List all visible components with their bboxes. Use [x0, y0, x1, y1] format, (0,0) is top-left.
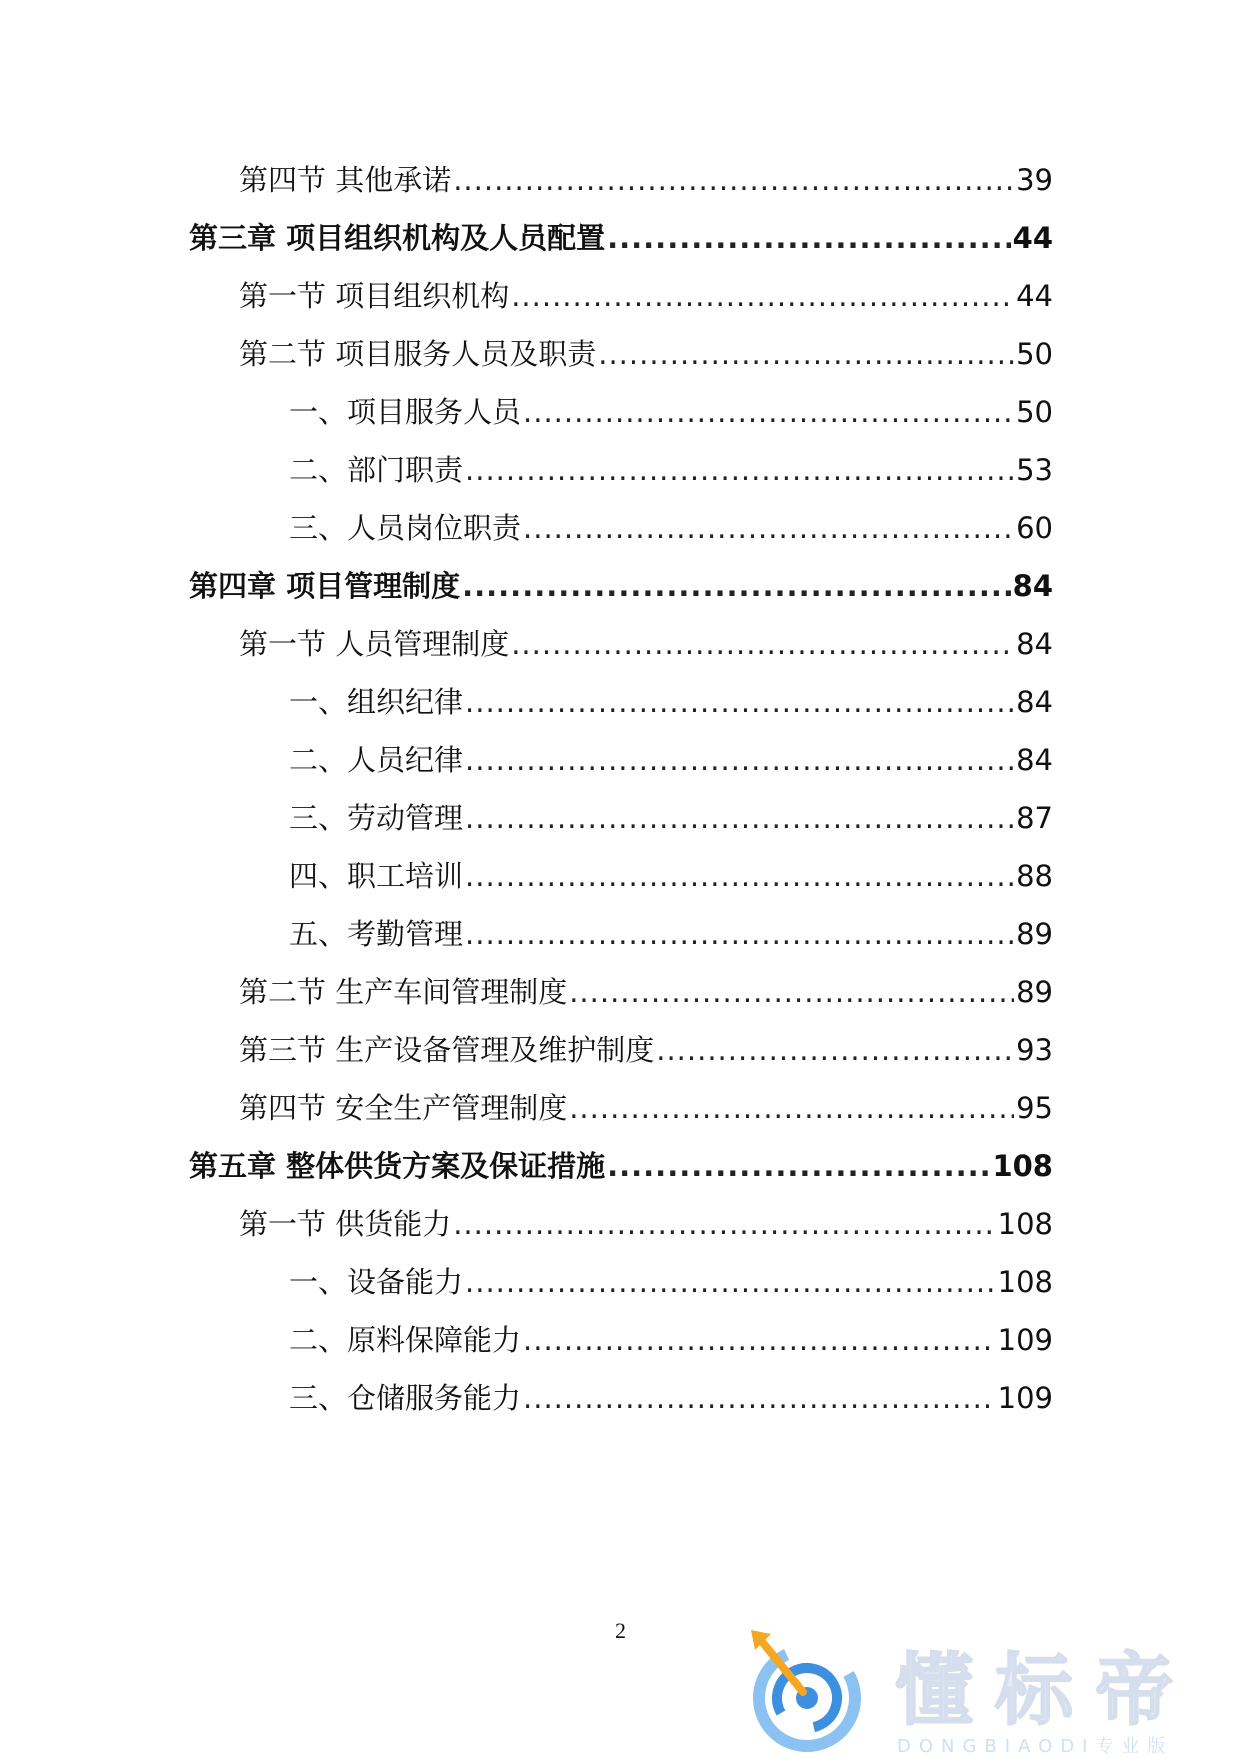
toc-entry-page: 93 — [1016, 1033, 1053, 1067]
toc-entry-page: 88 — [1016, 859, 1053, 893]
toc-leader — [453, 1204, 995, 1244]
toc-entry-page: 84 — [1016, 685, 1053, 719]
toc-entry-page: 84 — [1016, 743, 1053, 777]
toc-entry[interactable] — [189, 218, 1053, 258]
toc-leader — [511, 276, 1014, 316]
toc-entry[interactable] — [239, 972, 1053, 1012]
toc-entry[interactable] — [189, 1146, 1053, 1186]
target-arrow-icon — [745, 1628, 865, 1754]
toc-entry[interactable] — [239, 1204, 1053, 1244]
toc-entry-page: 87 — [1016, 801, 1053, 835]
toc-entry-title: 第三节 生产设备管理及维护制度 — [239, 1033, 655, 1067]
toc-leader — [465, 798, 1014, 838]
toc-entry[interactable] — [289, 740, 1053, 780]
toc-entry[interactable] — [289, 450, 1053, 490]
toc-entry-title: 第二节 生产车间管理制度 — [239, 975, 568, 1009]
toc-leader — [465, 450, 1014, 490]
toc-leader — [569, 1088, 1014, 1128]
toc-entry-title: 第一节 人员管理制度 — [239, 627, 510, 661]
toc-entry[interactable] — [289, 856, 1053, 896]
toc-entry-title: 第四节 安全生产管理制度 — [239, 1091, 568, 1125]
toc-entry-page: 109 — [997, 1381, 1053, 1415]
toc-entry-title: 二、人员纪律 — [289, 743, 464, 777]
toc-entry-title: 三、仓储服务能力 — [289, 1381, 522, 1415]
toc-leader — [598, 334, 1014, 374]
toc-leader — [465, 682, 1014, 722]
toc-entry-page: 84 — [1016, 627, 1053, 661]
toc-entry[interactable] — [289, 508, 1053, 548]
toc-entry-title: 第五章 整体供货方案及保证措施 — [189, 1149, 606, 1183]
toc-leader — [523, 392, 1014, 432]
toc-entry-title: 第四章 项目管理制度 — [189, 569, 461, 603]
toc-entry[interactable] — [289, 1262, 1053, 1302]
toc-leader — [462, 566, 1011, 606]
toc-entry-page: 95 — [1016, 1091, 1053, 1125]
toc-entry[interactable] — [239, 624, 1053, 664]
toc-entry-title: 一、组织纪律 — [289, 685, 464, 719]
watermark-brand: 懂标帝 — [895, 1646, 1196, 1736]
toc-entry-page: 108 — [997, 1207, 1053, 1241]
toc-leader — [569, 972, 1014, 1012]
toc-entry[interactable] — [239, 334, 1053, 374]
toc-entry[interactable] — [239, 1030, 1053, 1070]
toc-entry-page: 44 — [1016, 279, 1053, 313]
toc-leader — [453, 160, 1014, 200]
toc-entry[interactable] — [289, 914, 1053, 954]
toc-leader — [523, 1378, 996, 1418]
toc-entry-title: 第二节 项目服务人员及职责 — [239, 337, 597, 371]
toc-entry-page: 50 — [1016, 337, 1053, 371]
toc-entry-title: 一、设备能力 — [289, 1265, 464, 1299]
toc-leader — [465, 1262, 996, 1302]
watermark-subtitle: DONGBIAODI专业版 — [897, 1736, 1174, 1757]
toc-entry-title: 三、劳动管理 — [289, 801, 464, 835]
toc-entry[interactable] — [239, 276, 1053, 316]
toc-entry-page: 84 — [1012, 569, 1053, 603]
toc-entry-page: 50 — [1016, 395, 1053, 429]
toc-entry[interactable] — [289, 798, 1053, 838]
toc-leader — [465, 856, 1014, 896]
toc-entry-title: 第一节 项目组织机构 — [239, 279, 510, 313]
toc-entry-title: 二、部门职责 — [289, 453, 464, 487]
toc-entry-page: 108 — [997, 1265, 1053, 1299]
toc-entry-title: 五、考勤管理 — [289, 917, 464, 951]
toc-entry-page: 44 — [1012, 221, 1053, 255]
toc-entry[interactable] — [289, 1378, 1053, 1418]
toc-leader — [523, 508, 1014, 548]
toc-leader — [465, 914, 1014, 954]
toc-leader — [656, 1030, 1014, 1070]
toc-entry-page: 108 — [992, 1149, 1053, 1183]
toc-entry-page: 89 — [1016, 917, 1053, 951]
toc-entry[interactable] — [239, 1088, 1053, 1128]
toc-entry-title: 四、职工培训 — [289, 859, 464, 893]
toc-entry-title: 三、人员岗位职责 — [289, 511, 522, 545]
toc-entry-title: 一、项目服务人员 — [289, 395, 522, 429]
toc-entry-title: 第四节 其他承诺 — [239, 163, 452, 197]
toc-leader — [607, 218, 1011, 258]
toc-entry-page: 109 — [997, 1323, 1053, 1357]
toc-entry-title: 二、原料保障能力 — [289, 1323, 522, 1357]
brand-watermark — [745, 1628, 1215, 1757]
toc-entry[interactable] — [289, 1320, 1053, 1360]
toc-entry-title: 第一节 供货能力 — [239, 1207, 452, 1241]
toc-leader — [607, 1146, 990, 1186]
toc-entry-page: 53 — [1016, 453, 1053, 487]
toc-entry-page: 39 — [1016, 163, 1053, 197]
toc-entry[interactable] — [189, 566, 1053, 606]
toc-leader — [523, 1320, 996, 1360]
toc-entry-title: 第三章 项目组织机构及人员配置 — [189, 221, 606, 255]
toc-entry[interactable] — [289, 682, 1053, 722]
toc-leader — [465, 740, 1014, 780]
page-number: 2 — [615, 1618, 626, 1643]
toc-entry[interactable] — [289, 392, 1053, 432]
toc-entry-page: 60 — [1016, 511, 1053, 545]
toc-entry-page: 89 — [1016, 975, 1053, 1009]
toc-leader — [511, 624, 1014, 664]
toc-entry[interactable] — [239, 160, 1053, 200]
